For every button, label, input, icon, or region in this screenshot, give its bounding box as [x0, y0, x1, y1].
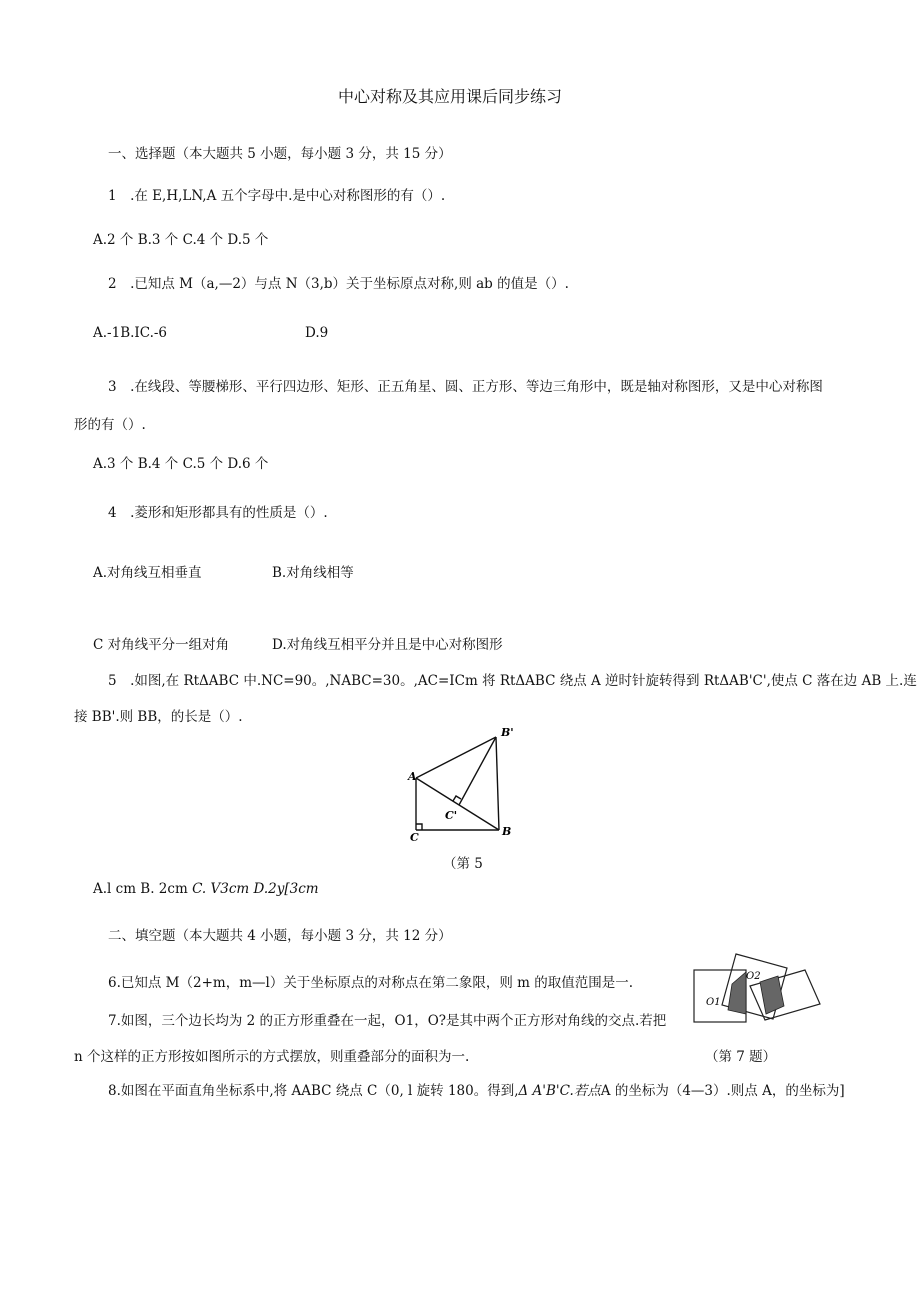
- question-4-option-c: C 对角线平分一组对角: [93, 637, 230, 653]
- question-3-stem-line2: 形的有（）.: [74, 417, 146, 433]
- question-5-stem-line1: 5 .如图,在 RtΔABC 中.NC=90。,NABC=30。,AC=ICm 将 RtΔABC 绕点 A 逆时针旋转得到 RtΔAB'C',使点 C 落在边 AB 上.连: [108, 673, 917, 689]
- question-8-stem-part2: A 的坐标为（4—3）.则点 A，的坐标为]: [600, 1083, 845, 1099]
- label-b: B: [502, 825, 512, 838]
- question-6-stem: 6.已知点 M（2+m，m—l）关于坐标原点的对称点在第二象限，则 m 的取值范围是一.: [108, 975, 633, 991]
- question-3-options: A.3 个 B.4 个 C.5 个 D.6 个: [93, 456, 269, 472]
- question-2-option-d: D.9: [305, 325, 329, 341]
- segment-ab-prime: [416, 737, 496, 778]
- question-8-stem: [108, 1082, 845, 1100]
- question-7-stem-line2: n 个这样的正方形按如图所示的方式摆放，则重叠部分的面积为一.: [74, 1049, 470, 1065]
- label-o1: O1: [706, 997, 721, 1008]
- triangle-rotation-figure: [400, 724, 525, 844]
- question-4-option-b: B.对角线相等: [272, 565, 354, 581]
- question-8-stem-italic: Δ A'B'C.若点: [518, 1083, 601, 1099]
- shaded-overlap-2: [760, 976, 784, 1014]
- label-a: A: [408, 770, 417, 783]
- label-c: C: [410, 831, 419, 844]
- question-4-option-d: D.对角线互相平分并且是中心对称图形: [272, 637, 503, 653]
- question-1-stem: 1 .在 E,H,LN,A 五个字母中.是中心对称图形的有（）.: [108, 188, 446, 204]
- question-7-stem-line1: 7.如图，三个边长均为 2 的正方形重叠在一起，O1，O?是其中两个正方形对角线的交点.若把: [108, 1013, 667, 1029]
- page-title: 中心对称及其应用课后同步练习: [338, 87, 563, 106]
- question-5-options-cd: C. V3cm D.2y[3cm: [192, 881, 319, 897]
- shaded-overlap-1: [728, 972, 746, 1014]
- question-8-stem-part1: 8.如图在平面直角坐标系中,将 AABC 绕点 C（0, l 旋转 180。得到,: [108, 1083, 519, 1099]
- question-2-options-abc: A.-1B.IC.-6: [93, 325, 168, 341]
- question-5-options: [93, 880, 319, 898]
- segment-bb-prime: [496, 737, 499, 830]
- figure-7-caption: （第 7 题）: [705, 1049, 777, 1065]
- section-heading-fill: 二、填空题（本大题共 4 小题，每小题 3 分，共 12 分）: [108, 928, 452, 944]
- figure-5-caption: （第 5: [443, 856, 483, 872]
- segment-ab: [416, 778, 499, 830]
- label-o2: O2: [746, 971, 761, 982]
- label-b-prime: B': [501, 726, 514, 739]
- question-4-option-a: A.对角线互相垂直: [93, 565, 202, 581]
- question-5-stem-line2: 接 BB'.则 BB，的长是（）.: [74, 709, 243, 725]
- question-3-stem-line1: 3 .在线段、等腰梯形、平行四边形、矩形、正五角星、圆、正方形、等边三角形中，既是轴对称图形，又是中心对称图: [108, 379, 823, 395]
- question-4-stem: 4 .菱形和矩形都具有的性质是（）.: [108, 505, 328, 521]
- question-5-options-ab: A.l cm B. 2cm: [93, 881, 193, 897]
- overlapping-squares-figure: [688, 952, 828, 1034]
- question-2-stem: 2 .已知点 M（a,—2）与点 N（3,b）关于坐标原点对称,则 ab 的值是（）.: [108, 276, 569, 292]
- section-heading-choice: 一、选择题（本大题共 5 小题，每小题 3 分，共 15 分）: [108, 146, 452, 162]
- right-angle-mark-c: [416, 824, 422, 830]
- question-1-options: A.2 个 B.3 个 C.4 个 D.5 个: [93, 232, 269, 248]
- label-c-prime: C': [445, 809, 458, 822]
- right-angle-mark-c-prime: [453, 796, 461, 801]
